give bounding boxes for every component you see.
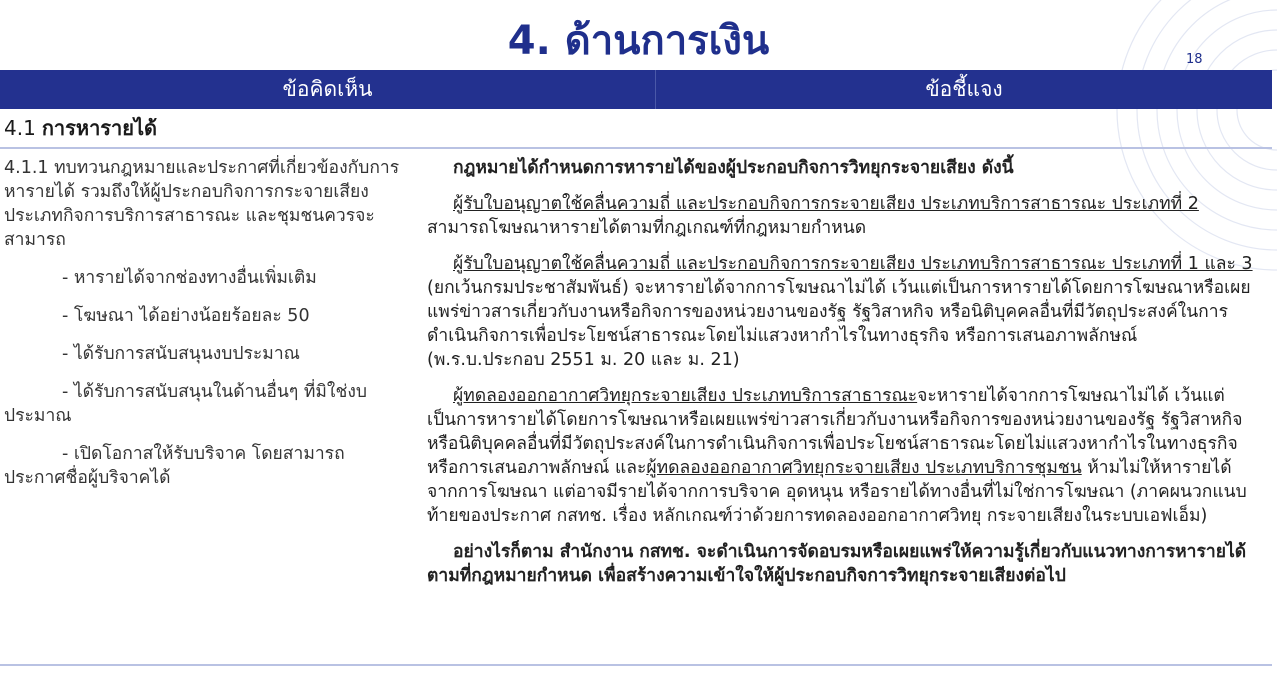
table-header bbox=[0, 70, 1272, 109]
section-heading bbox=[0, 109, 1272, 149]
header-clarifications: ข้อชี้แจง bbox=[925, 77, 1003, 101]
page-number: 18 bbox=[1186, 52, 1203, 67]
paragraph-text: (ยกเว้นกรมประชาสัมพันธ์) จะหารายได้จากการโฆษณาไม่ได้ เว้นแต่เป็นการหารายได้โดยการโฆษณาหรือเผยแพร่ข่าวสารเกี่ยวกับงานหรือกิจการของหน่วยงานของรัฐ รัฐวิสาหกิจ หรือนิติบุคคลอื่นที่มีวัตถุประสงค์ในการดำเนินกิจการเพื่อประโยชน์สาธารณะโดยไม่แสวงหากำไรในทางธุรกิจ หรือการเสนอภาพลักษณ์ (พ.ร.บ.ประกอบ 2551 ม. 20 และ ม. 21) bbox=[427, 278, 1251, 370]
comments-column bbox=[4, 156, 404, 504]
comment-bullet: - ได้รับการสนับสนุนงบประมาณ bbox=[62, 344, 300, 364]
comment-bullet: - ได้รับการสนับสนุนในด้านอื่นๆ ที่มิใช่งบประมาณ bbox=[4, 382, 367, 426]
clarification-paragraph-3 bbox=[427, 384, 1260, 528]
comment-bullet: - เปิดโอกาสให้รับบริจาค โดยสามารถประกาศชื่อผู้บริจาคได้ bbox=[4, 444, 345, 488]
clarification-paragraph-1 bbox=[427, 192, 1260, 240]
section-name: การหารายได้ bbox=[41, 116, 158, 140]
license-type-2-text: ผู้รับใบอนุญาตใช้คลื่นความถี่ และประกอบกิจการกระจายเสียง ประเภทบริการสาธารณะ ประเภทที่ 2 bbox=[453, 194, 1199, 214]
slide-title: 4. ด้านการเงิน bbox=[507, 18, 770, 64]
comment-bullet: - โฆษณา ได้อย่างน้อยร้อยละ 50 bbox=[62, 306, 310, 326]
clarifications-column bbox=[427, 156, 1260, 600]
trial-community-service-text: ผู้ทดลองออกอากาศวิทยุกระจายเสียง ประเภทบริการชุมชน bbox=[646, 458, 1082, 478]
comment-bullet: - หารายได้จากช่องทางอื่นเพิ่มเติม bbox=[62, 268, 317, 288]
clarification-closing: อย่างไรก็ตาม สำนักงาน กสทช. จะดำเนินการจัดอบรมหรือเผยแพร่ให้ความรู้เกี่ยวกับแนวทางการหารายได้ตามที่กฎหมายกำหนด เพื่อสร้างความเข้าใจให้ผู้ประกอบกิจการวิทยุกระจายเสียงต่อไป bbox=[427, 542, 1247, 586]
header-comments: ข้อคิดเห็น bbox=[0, 70, 656, 109]
paragraph-text: จะหารายได้จากการโฆษณาไม่ได้ เว้นแต่เป็นการหารายได้โดยการโฆษณาหรือเผยแพร่ข่าวสารเกี่ยวกับงานหรือกิจการของหน่วยงานของรัฐ รัฐวิสาหกิจ หรือนิติบุคคลอื่นที่มีวัตถุประสงค์ในการดำเนินกิจการเพื่อประโยชน์สาธารณะโดยไม่แสวงหากำไรในทางธุรกิจ หรือการเสนอภาพลักษณ์ และ bbox=[427, 386, 1243, 478]
paragraph-text: สามารถโฆษณาหารายได้ตามที่กฎเกณฑ์ที่กฎหมายกำหนด bbox=[427, 218, 867, 238]
clarification-paragraph-2 bbox=[427, 252, 1260, 372]
paragraph-text: ห้ามไม่ให้หารายได้จากการโฆษณา แต่อาจมีรายได้จากการบริจาค อุดหนุน หรือรายได้ทางอื่นที่ไม่ใช่การโฆษณา (ภาคผนวกแนบท้ายของประกาศ กสทช. เรื่อง หลักเกณฑ์ว่าด้วยการทดลองออกอากาศวิทยุ กระจายเสียงในระบบเอฟเอ็ม) bbox=[427, 458, 1247, 526]
comment-intro: 4.1.1 ทบทวนกฎหมายและประกาศที่เกี่ยวข้องกับการหารายได้ รวมถึงให้ผู้ประกอบกิจการกระจายเสียงประเภทกิจการบริการสาธารณะ และชุมชนควรจะสามารถ bbox=[4, 158, 400, 250]
table-bottom-border bbox=[0, 664, 1272, 666]
clarification-heading: กฎหมายได้กำหนดการหารายได้ของผู้ประกอบกิจการวิทยุกระจายเสียง ดังนี้ bbox=[453, 158, 1014, 178]
license-type-1-3-text: ผู้รับใบอนุญาตใช้คลื่นความถี่ และประกอบกิจการกระจายเสียง ประเภทบริการสาธารณะ ประเภทที่ 1 และ 3 bbox=[453, 254, 1253, 274]
trial-public-service-text: ผู้ทดลองออกอากาศวิทยุกระจายเสียง ประเภทบริการสาธารณะ bbox=[453, 386, 918, 406]
section-number: 4.1 bbox=[4, 116, 36, 140]
